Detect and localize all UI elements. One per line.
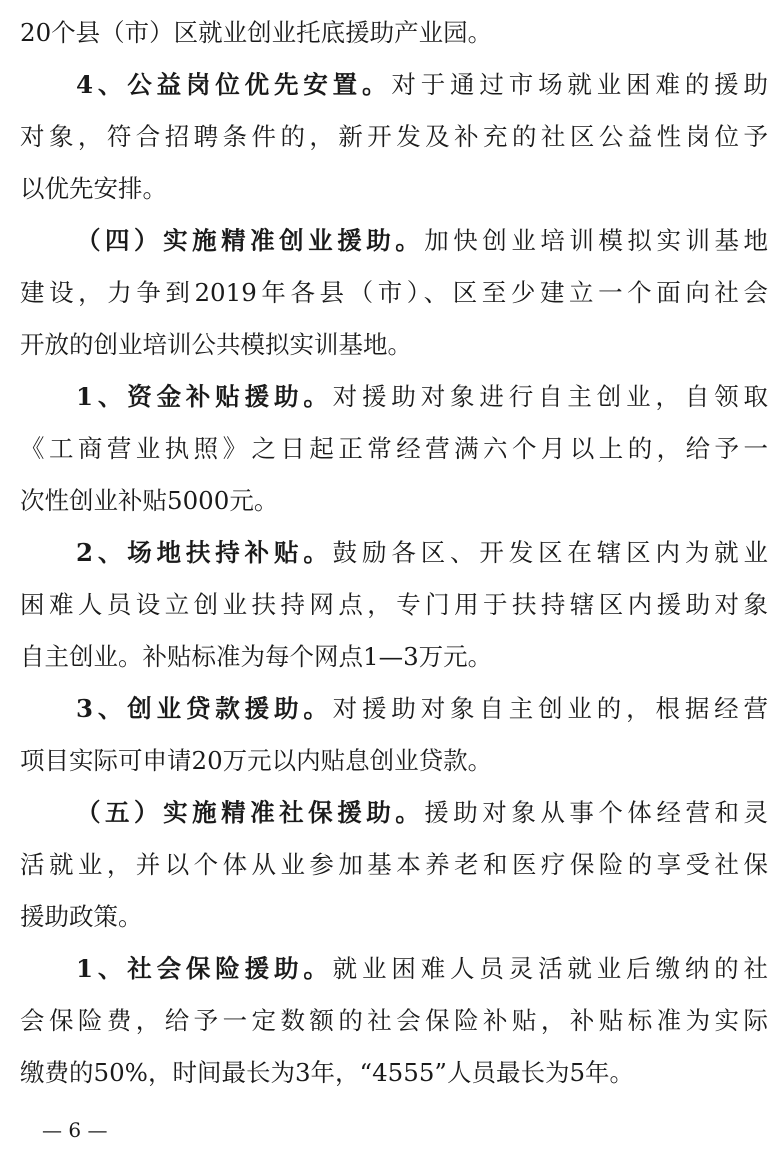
text-line: 自主创业。补贴标准为每个网点1—3万元。 xyxy=(20,642,493,671)
bold-heading: （四）实施精准创业援助。 xyxy=(76,226,425,255)
bold-heading: 2、场地扶持补贴。 xyxy=(76,538,333,567)
text-line: 会保险费，给予一定数额的社会保险补贴，补贴标准为实际 xyxy=(20,1006,768,1035)
paragraph-first-line: 2、场地扶持补贴。鼓励各区、开发区在辖区内为就业 xyxy=(76,538,769,567)
paragraph-first-line: （五）实施精准社保援助。援助对象从事个体经营和灵 xyxy=(76,798,769,827)
bold-heading: 1、社会保险援助。 xyxy=(76,954,333,983)
text-line: 以优先安排。 xyxy=(20,174,167,203)
bold-heading: 4、公益岗位优先安置。 xyxy=(76,70,392,99)
text-line: 次性创业补贴5000元。 xyxy=(20,486,279,515)
text-line: 项目实际可申请20万元以内贴息创业贷款。 xyxy=(20,746,493,775)
text-line: 20个县（市）区就业创业托底援助产业园。 xyxy=(20,18,493,47)
text-line: 建设，力争到2019年各县（市）、区至少建立一个面向社会 xyxy=(20,278,768,307)
bold-heading: （五）实施精准社保援助。 xyxy=(76,798,425,827)
text-line: 《工商营业执照》之日起正常经营满六个月以上的，给予一 xyxy=(20,434,768,463)
text-line: 活就业，并以个体从业参加基本养老和医疗保险的享受社保 xyxy=(20,850,768,879)
text-line: 对象，符合招聘条件的，新开发及补充的社区公益性岗位予 xyxy=(20,122,768,151)
bold-heading: 1、资金补贴援助。 xyxy=(76,382,333,411)
page-number: — 6 — xyxy=(42,1118,108,1142)
paragraph-first-line: 3、创业贷款援助。对援助对象自主创业的，根据经营 xyxy=(76,694,769,723)
text-line: 困难人员设立创业扶持网点，专门用于扶持辖区内援助对象 xyxy=(20,590,768,619)
text-line: 援助政策。 xyxy=(20,902,143,931)
paragraph-first-line: （四）实施精准创业援助。加快创业培训模拟实训基地 xyxy=(76,226,769,255)
bold-heading: 3、创业贷款援助。 xyxy=(76,694,333,723)
paragraph-first-line: 4、公益岗位优先安置。对于通过市场就业困难的援助 xyxy=(76,70,769,99)
paragraph-first-line: 1、资金补贴援助。对援助对象进行自主创业，自领取 xyxy=(76,382,769,411)
paragraph-first-line: 1、社会保险援助。就业困难人员灵活就业后缴纳的社 xyxy=(76,954,769,983)
text-line: 缴费的50%，时间最长为3年，“4555”人员最长为5年。 xyxy=(20,1058,635,1087)
text-line: 开放的创业培训公共模拟实训基地。 xyxy=(20,330,412,359)
